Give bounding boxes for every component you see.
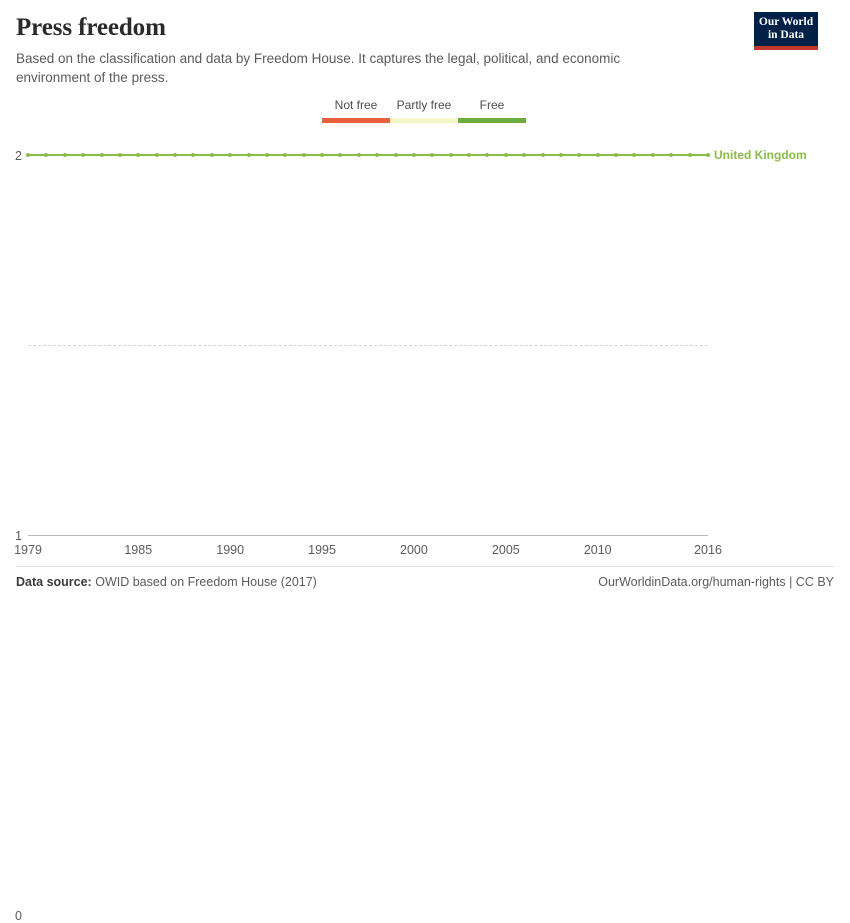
x-axis-tick-label: 1979 <box>14 543 42 557</box>
data-point[interactable] <box>265 153 269 157</box>
data-point[interactable] <box>394 153 398 157</box>
data-point[interactable] <box>320 153 324 157</box>
owid-logo-line2: in Data <box>767 28 805 41</box>
data-point[interactable] <box>467 153 471 157</box>
page-title: Press freedom <box>16 14 166 41</box>
data-point[interactable] <box>596 153 600 157</box>
data-point[interactable] <box>155 153 159 157</box>
footer-attribution: OurWorldinData.org/human-rights | CC BY <box>598 575 834 589</box>
data-point[interactable] <box>632 153 636 157</box>
data-point[interactable] <box>522 153 526 157</box>
data-point[interactable] <box>63 153 67 157</box>
y-axis-tick-label: 1 <box>15 529 22 543</box>
data-point[interactable] <box>559 153 563 157</box>
data-point[interactable] <box>44 153 48 157</box>
owid-logo-line1: Our World <box>758 16 814 28</box>
data-point[interactable] <box>283 153 287 157</box>
data-point[interactable] <box>191 153 195 157</box>
data-point[interactable] <box>412 153 416 157</box>
data-point[interactable] <box>504 153 508 157</box>
data-point[interactable] <box>210 153 214 157</box>
legend-label-partly-free: Partly free <box>396 98 452 112</box>
data-point[interactable] <box>100 153 104 157</box>
data-point[interactable] <box>706 153 710 157</box>
legend-swatch-not-free <box>322 118 390 123</box>
data-point[interactable] <box>375 153 379 157</box>
data-point[interactable] <box>228 153 232 157</box>
legend-bars <box>322 118 532 123</box>
x-axis-tick-label: 1990 <box>216 543 245 557</box>
x-axis-tick-label: 2005 <box>491 543 520 557</box>
data-point[interactable] <box>247 153 251 157</box>
x-axis <box>14 535 722 559</box>
data-point[interactable] <box>136 153 140 157</box>
legend-label-free: Free <box>479 98 505 112</box>
chart-header <box>16 0 834 87</box>
legend-swatch-free <box>458 118 526 123</box>
chart-footer <box>16 566 834 589</box>
y-axis-tick-label: 2 <box>15 149 22 163</box>
legend-label-not-free: Not free <box>334 98 378 112</box>
data-point[interactable] <box>118 153 122 157</box>
x-axis-tick-label: 2000 <box>400 543 428 557</box>
data-point[interactable] <box>541 153 545 157</box>
gridline <box>15 345 708 543</box>
data-point[interactable] <box>651 153 655 157</box>
data-source-label: Data source: <box>16 575 92 589</box>
data-point[interactable] <box>338 153 342 157</box>
data-point[interactable] <box>173 153 177 157</box>
y-axis-tick-label: 0 <box>15 909 22 923</box>
chart-subtitle: Based on the classification and data by Freedom House. It captures the legal, political, and economic environment of the press. <box>16 51 621 85</box>
data-point[interactable] <box>357 153 361 157</box>
data-point[interactable] <box>26 153 30 157</box>
data-point[interactable] <box>81 153 85 157</box>
data-source <box>16 575 317 589</box>
x-axis-tick-label: 1985 <box>124 543 153 557</box>
x-axis-tick-label: 2010 <box>583 543 612 557</box>
data-point[interactable] <box>430 153 434 157</box>
data-point[interactable] <box>577 153 581 157</box>
data-point[interactable] <box>485 153 489 157</box>
x-axis-tick-label: 1995 <box>308 543 336 557</box>
data-point[interactable] <box>614 153 618 157</box>
series-label-united-kingdom: United Kingdom <box>714 148 807 162</box>
data-point[interactable] <box>669 153 673 157</box>
chart-legend <box>322 98 532 123</box>
data-point[interactable] <box>302 153 306 157</box>
legend-labels <box>322 98 532 114</box>
data-point[interactable] <box>688 153 692 157</box>
x-axis-tick-label: 2016 <box>694 543 722 557</box>
owid-logo[interactable] <box>754 12 818 50</box>
legend-swatch-partly-free <box>390 118 458 123</box>
data-point[interactable] <box>449 153 453 157</box>
data-source-text: OWID based on Freedom House (2017) <box>95 575 317 589</box>
